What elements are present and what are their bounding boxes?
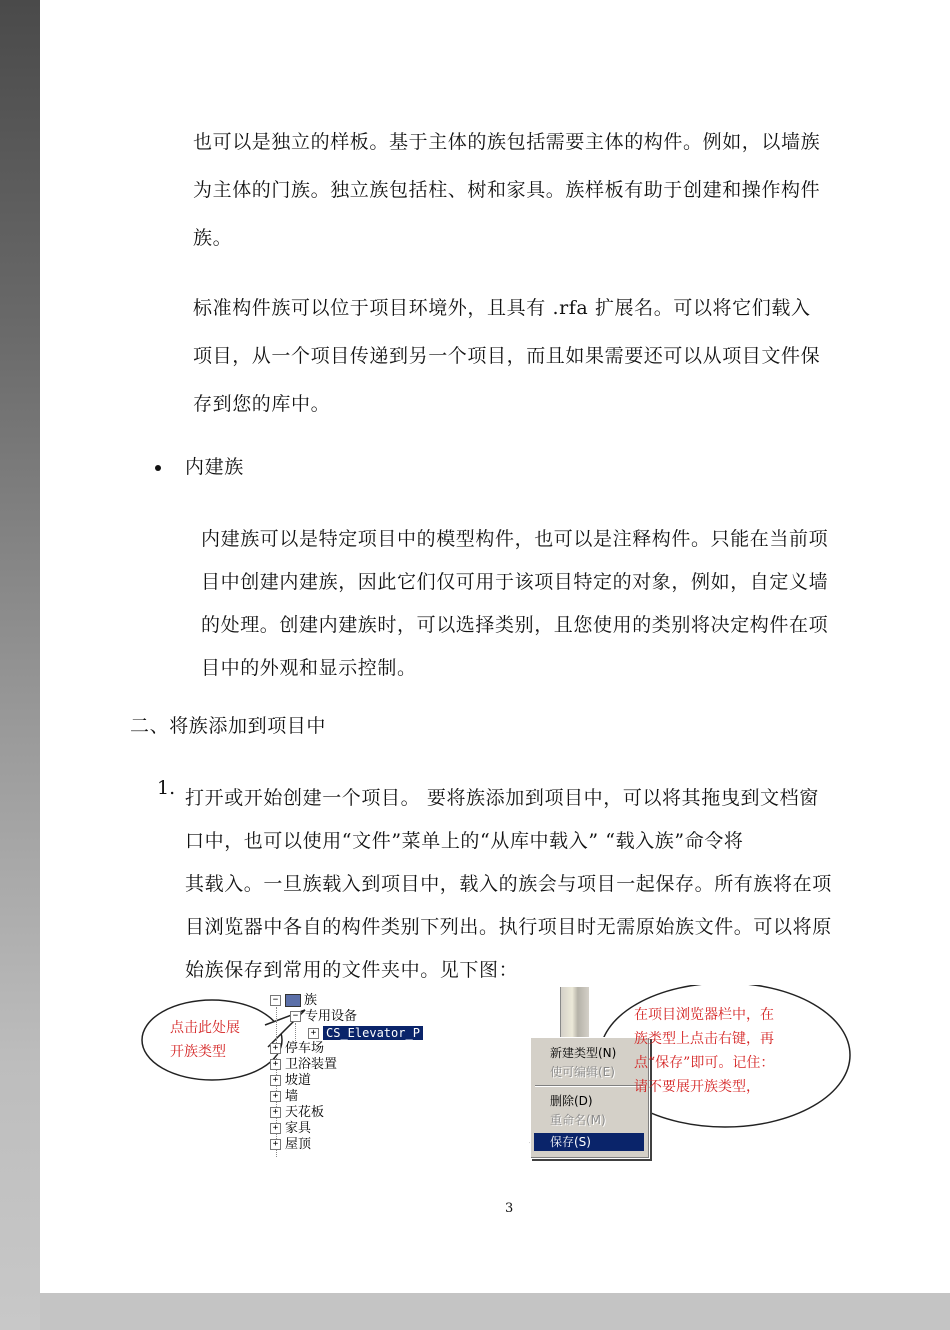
paragraph-in-place-families xyxy=(201,518,828,690)
text-line: 标准构件族可以位于项目环境外，且具有 .rfa 扩展名。可以将它们载入 xyxy=(193,297,811,319)
text-line: 的处理。创建内建族时，可以选择类别，且您使用的类别将决定构件在项 xyxy=(201,614,829,636)
bullet-heading: 内建族 xyxy=(185,456,244,478)
text-line: 族。 xyxy=(193,227,233,249)
menu-item-save[interactable]: 保存(S) xyxy=(534,1133,644,1151)
project-browser-tree xyxy=(260,987,617,1157)
tree-item-label: 卫浴装置 xyxy=(285,1057,338,1072)
tree-item-label: 家具 xyxy=(285,1121,312,1136)
tree-item-label: 屋顶 xyxy=(285,1137,312,1152)
bullet-icon xyxy=(155,465,161,471)
expand-icon[interactable]: + xyxy=(270,1091,281,1102)
tree-line xyxy=(295,1023,296,1043)
expand-icon[interactable]: + xyxy=(270,1123,281,1134)
text-line: 为主体的门族。独立族包括柱、树和家具。族样板有助于创建和操作构件 xyxy=(193,179,821,201)
expand-icon[interactable]: + xyxy=(270,1107,281,1118)
text-line: 存到您的库中。 xyxy=(193,393,331,415)
tree-item-label: 专用设备 xyxy=(305,1009,358,1024)
text-line: 目浏览器中各自的构件类别下列出。执行项目时无需原始族文件。可以将原 xyxy=(185,916,832,938)
tree-item[interactable] xyxy=(270,1057,337,1073)
menu-item-new-type[interactable]: 新建类型(N) xyxy=(550,1046,617,1060)
tree-item[interactable] xyxy=(270,1121,311,1137)
text-line: 项目，从一个项目传递到另一个项目，而且如果需要还可以从项目文件保 xyxy=(193,345,821,367)
text-line: 始族保存到常用的文件夹中。见下图： xyxy=(185,959,519,981)
paragraph-standard-families xyxy=(193,284,820,428)
left-gradient-bar xyxy=(0,0,40,1330)
tree-item-label: 坡道 xyxy=(285,1073,312,1088)
paragraph-add-family-steps xyxy=(185,777,832,992)
text-line: 也可以是独立的样板。基于主体的族包括需要主体的构件。例如，以墙族 xyxy=(193,131,821,153)
paragraph-family-templates xyxy=(193,118,820,262)
families-icon xyxy=(285,994,301,1007)
context-menu xyxy=(530,1037,650,1159)
tree-item-label: 天花板 xyxy=(285,1105,325,1120)
text-line: 目中的外观和显示控制。 xyxy=(201,657,417,679)
text-line: 目中创建内建族，因此它们仅可用于该项目特定的对象，例如，自定义墙 xyxy=(201,571,829,593)
bottom-bar xyxy=(40,1293,950,1330)
text-line: 口中，也可以使用“文件”菜单上的“从库中载入” “载入族”命令将 xyxy=(185,830,744,852)
collapse-icon[interactable]: − xyxy=(290,1011,301,1022)
selected-family-label[interactable]: CS_Elevator_P xyxy=(323,1026,423,1040)
menu-item-delete[interactable]: 删除(D) xyxy=(550,1094,593,1108)
tree-item[interactable] xyxy=(270,1137,311,1153)
text-line: 打开或开始创建一个项目。 要将族添加到项目中，可以将其拖曳到文档窗 xyxy=(185,787,819,809)
tree-item[interactable] xyxy=(270,1089,298,1105)
expand-icon[interactable]: + xyxy=(308,1028,319,1039)
tree-item-label: 停车场 xyxy=(285,1041,325,1056)
tree-root[interactable] xyxy=(270,993,317,1009)
menu-separator xyxy=(535,1085,643,1087)
section-heading: 二、将族添加到项目中 xyxy=(130,715,327,737)
expand-icon[interactable]: + xyxy=(270,1075,281,1086)
text-line: 内建族可以是特定项目中的模型构件，也可以是注释构件。只能在当前项 xyxy=(201,528,829,550)
menu-item-edit[interactable]: 使可编辑(E) xyxy=(550,1065,615,1079)
menu-item-rename[interactable]: 重命名(M) xyxy=(550,1113,606,1127)
callout-left-text: 点击此处展 开族类型 xyxy=(170,1020,240,1060)
tree-root-label: 族 xyxy=(304,993,318,1008)
tree-item-family[interactable] xyxy=(308,1025,423,1041)
tree-item-special-equipment[interactable] xyxy=(290,1009,357,1025)
screenshot-figure xyxy=(140,985,860,1165)
page-number: 3 xyxy=(505,1201,514,1216)
callout-right-text: 在项目浏览器栏中，在 族类型上点击右键，再 点“保存”即可。记住： 请不要展开族类型， xyxy=(634,1007,775,1095)
list-number: 1. xyxy=(157,777,176,799)
tree-item[interactable] xyxy=(270,1105,324,1121)
text-line: 其载入。一旦族载入到项目中，载入的族会与项目一起保存。所有族将在项 xyxy=(185,873,832,895)
collapse-icon[interactable]: − xyxy=(270,995,281,1006)
tree-item-label: 墙 xyxy=(285,1089,299,1104)
tree-item[interactable] xyxy=(270,1073,311,1089)
expand-icon[interactable]: + xyxy=(270,1059,281,1070)
expand-icon[interactable]: + xyxy=(270,1043,281,1054)
expand-icon[interactable]: + xyxy=(270,1139,281,1150)
